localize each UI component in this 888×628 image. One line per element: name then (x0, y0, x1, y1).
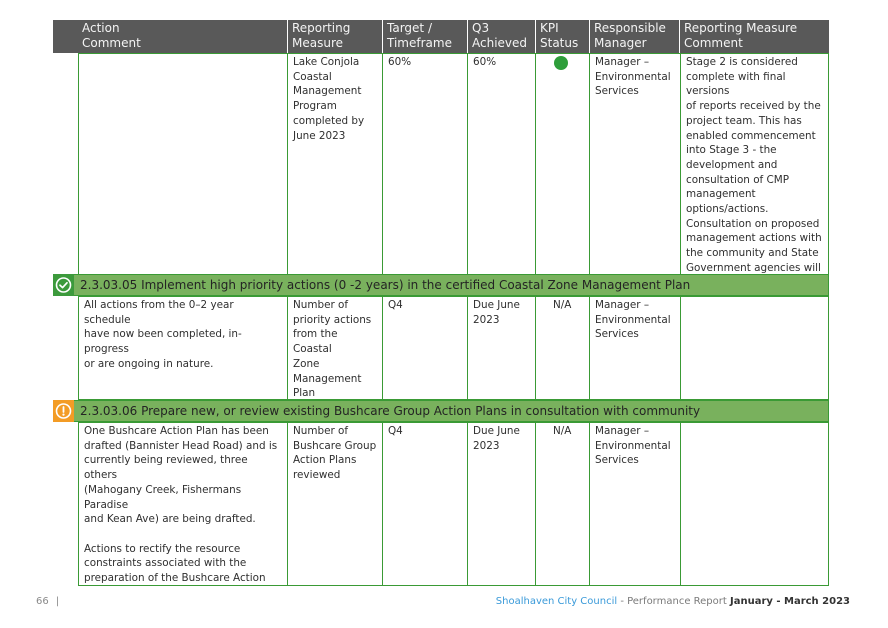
table-row-top-kpi (535, 53, 590, 275)
header-action-comment: Action Comment (78, 20, 287, 53)
header-q3-achieved: Q3 Achieved (468, 20, 535, 53)
action1-measure: Number of priority actions from the Coastal Zone Management Plan (287, 296, 383, 400)
action2-target: Q4 (382, 422, 468, 586)
action2-achieved: Due June 2023 (467, 422, 536, 586)
kpi-status-dot (554, 56, 568, 70)
header-target-timeframe: Target / Timeframe (383, 20, 467, 53)
header-reporting-measure: Reporting Measure (288, 20, 382, 53)
check-circle-icon (53, 274, 74, 296)
table-row-top-comment: Stage 2 is considered complete with final versions of reports received by the project team. This has enabled commencement into Stage 3 - the development and consultation of CMP management options/actions. Consultation on proposed management actions with the community and State Government agencies will (680, 53, 829, 275)
action1-kpi: N/A (535, 296, 590, 400)
action1-target: Q4 (382, 296, 468, 400)
page-number (36, 596, 59, 607)
header-reporting-measure-comment: Reporting Measure Comment (680, 20, 829, 53)
action1-comment: All actions from the 0–2 year schedule have now been completed, in-progress or are ongoing in nature. (78, 296, 288, 400)
action-title: 2.3.03.06 Prepare new, or review existing Bushcare Group Action Plans in consultation with community (80, 404, 701, 418)
council-name: Shoalhaven City Council (495, 596, 618, 607)
action1-manager: Manager – Environmental Services (589, 296, 681, 400)
page-separator: | (55, 596, 60, 607)
header-spacer (53, 20, 78, 53)
page-number-value: 66 (36, 596, 49, 607)
action2-measure: Number of Bushcare Group Action Plans reviewed (287, 422, 383, 586)
table-row-top-measure: Lake Conjola Coastal Management Program completed by June 2023 (287, 53, 383, 275)
action1-measure-comment (680, 296, 829, 400)
table-row-top-action-comment (78, 53, 288, 275)
report-period: January - March 2023 (729, 596, 850, 607)
warning-circle-icon (53, 400, 74, 422)
footer-report-title (496, 596, 850, 607)
header-kpi-status: KPI Status (536, 20, 589, 53)
action2-kpi: N/A (535, 422, 590, 586)
action2-measure-comment (680, 422, 829, 586)
action-title: 2.3.03.05 Implement high priority actions (0 -2 years) in the certified Coastal Zone Management Plan (80, 278, 691, 292)
table-row-top-target: 60% (382, 53, 468, 275)
action1-achieved: Due June 2023 (467, 296, 536, 400)
table-row-top-achieved: 60% (467, 53, 536, 275)
table-row-top-manager: Manager – Environmental Services (589, 53, 681, 275)
action2-comment: One Bushcare Action Plan has been drafted (Bannister Head Road) and is currently being reviewed, three others (Mahogany Creek, Fishermans Paradise and Kean Ave) are being drafted. Actions to rectify the resource constraints associated with the preparation of the Bushcare Action (78, 422, 288, 586)
header-responsible-manager: Responsible Manager (590, 20, 679, 53)
report-label: - Performance Report (617, 596, 730, 607)
action2-manager: Manager – Environmental Services (589, 422, 681, 586)
